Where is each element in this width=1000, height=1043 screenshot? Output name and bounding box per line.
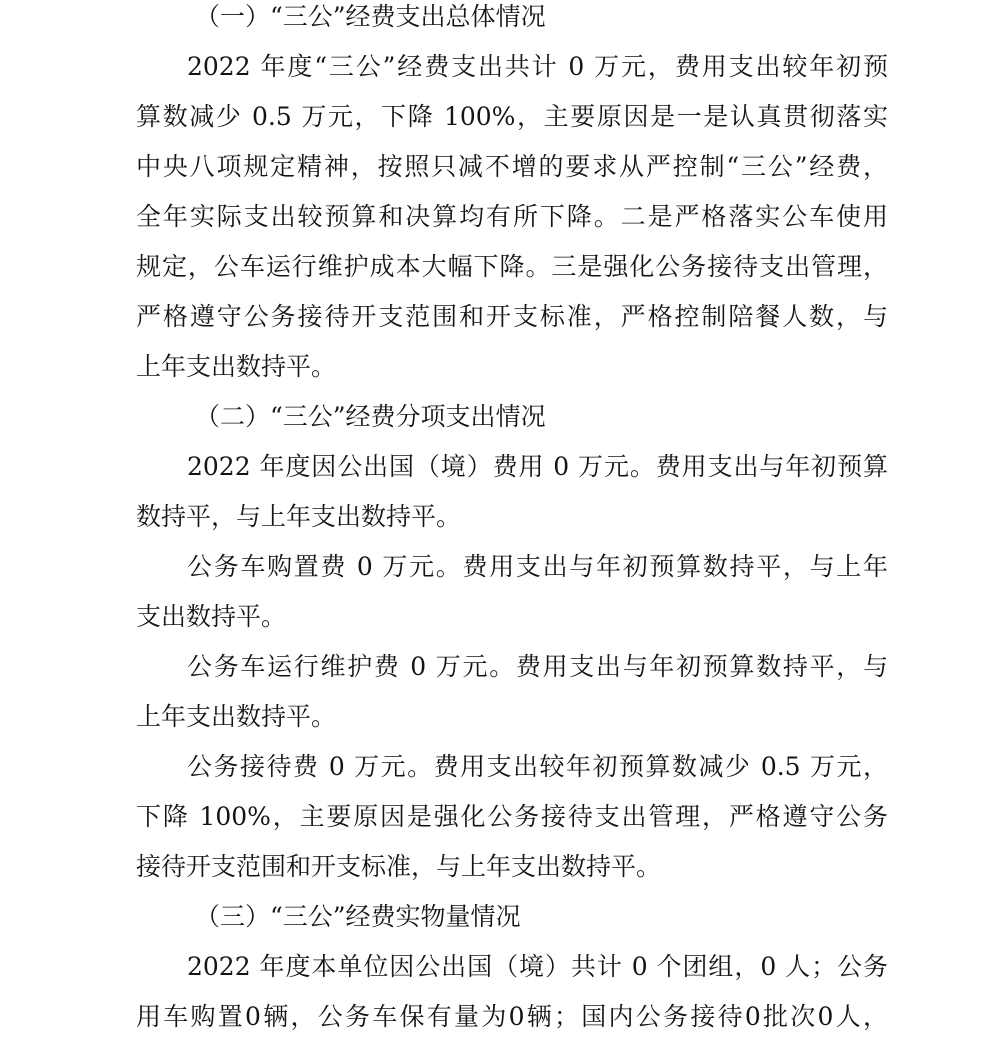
section-1-paragraph-1-line-3: 中央八项规定精神，按照只减不增的要求从严控制“三公”经费， bbox=[136, 152, 888, 181]
section-2-heading: （二）“三公”经费分项支出情况 bbox=[195, 402, 546, 431]
section-1-paragraph-1-line-7: 上年支出数持平。 bbox=[136, 352, 337, 381]
document-body bbox=[136, 0, 888, 1042]
section-3-paragraph-1-line-1: 2022 年度本单位因公出国（境）共计 0 个团组，0 人；公务 bbox=[187, 952, 888, 981]
section-2-paragraph-1-line-1: 2022 年度因公出国（境）费用 0 万元。费用支出与年初预算 bbox=[187, 452, 888, 481]
section-1-paragraph-1-line-2: 算数减少 0.5 万元，下降 100%，主要原因是一是认真贯彻落实 bbox=[136, 102, 888, 131]
section-2-paragraph-2-line-1: 公务车购置费 0 万元。费用支出与年初预算数持平，与上年 bbox=[187, 552, 888, 581]
section-2-paragraph-2-line-2: 支出数持平。 bbox=[136, 602, 287, 631]
section-3-paragraph-1-line-2: 用车购置0辆，公务车保有量为0辆；国内公务接待0批次0人， bbox=[136, 1002, 888, 1031]
section-1-paragraph-1-line-4: 全年实际支出较预算和决算均有所下降。二是严格落实公车使用 bbox=[136, 202, 888, 231]
section-2-paragraph-3-line-2: 上年支出数持平。 bbox=[136, 702, 337, 731]
section-2-paragraph-4-line-3: 接待开支范围和开支标准，与上年支出数持平。 bbox=[136, 852, 662, 881]
section-1-paragraph-1-line-6: 严格遵守公务接待开支范围和开支标准，严格控制陪餐人数，与 bbox=[136, 302, 888, 331]
section-2-paragraph-1-line-2: 数持平，与上年支出数持平。 bbox=[136, 502, 462, 531]
section-2-paragraph-4-line-2: 下降 100%，主要原因是强化公务接待支出管理，严格遵守公务 bbox=[136, 802, 888, 831]
section-1-paragraph-1-line-5: 规定，公车运行维护成本大幅下降。三是强化公务接待支出管理， bbox=[136, 252, 888, 281]
section-3-heading: （三）“三公”经费实物量情况 bbox=[195, 902, 521, 931]
section-2-paragraph-3-line-1: 公务车运行维护费 0 万元。费用支出与年初预算数持平，与 bbox=[187, 652, 888, 681]
section-1-heading: （一）“三公”经费支出总体情况 bbox=[195, 2, 546, 31]
section-2-paragraph-4-line-1: 公务接待费 0 万元。费用支出较年初预算数减少 0.5 万元， bbox=[187, 752, 888, 781]
section-1-paragraph-1-line-1: 2022 年度“三公”经费支出共计 0 万元，费用支出较年初预 bbox=[187, 52, 888, 81]
